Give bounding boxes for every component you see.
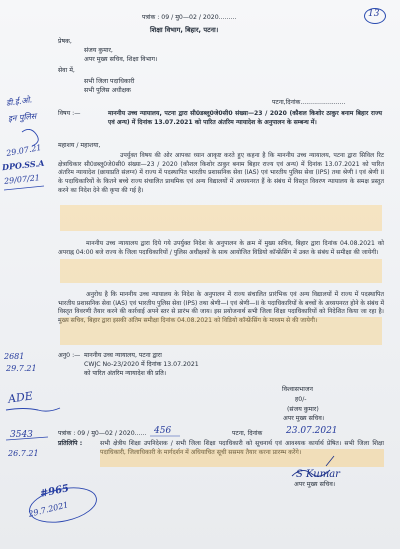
margin-note-3: 29.07.21 xyxy=(5,142,43,159)
copy-date-handwritten: 23.07.2021 xyxy=(286,426,338,436)
department-header: शिक्षा विभाग, बिहार, पटना। xyxy=(150,26,219,34)
enclosure-label: अनु0 :— xyxy=(58,352,81,359)
enclosure-line-1: माननीय उच्च न्यायालय, पटना द्वारा xyxy=(84,352,162,359)
copy-label: प्रतिलिपि : xyxy=(58,440,83,447)
copy-letter-number: पत्रांक : 09 / मु0—02 / 2020...... xyxy=(58,430,147,437)
enclosure-line-3: को पारित अंतरिम न्यायादेश की प्रति। xyxy=(84,370,167,377)
margin-note-12: 29.7.2021 xyxy=(27,500,70,519)
copy-place-date: पटना, दिनांक xyxy=(232,430,263,437)
page-number: 13 xyxy=(368,9,380,19)
margin-note-1: डी.ई.ओ. xyxy=(5,95,33,108)
closing-faithfully: विश्वासभाजन xyxy=(282,386,313,393)
salutation: महाशय / महाशया, xyxy=(58,142,101,149)
closing-designation: अपर मुख्य सचिव। xyxy=(283,415,325,422)
closing-signature-mark: ह0/- xyxy=(295,396,307,403)
copy-signature: S Kumar xyxy=(296,469,340,480)
place-date: पटना,दिनांक....................... xyxy=(272,99,346,106)
margin-note-6: 2681 xyxy=(4,352,25,361)
copy-designation: अपर मुख्य सचिव। xyxy=(294,481,336,488)
recipient-line-2: सभी पुलिस अधीक्षक xyxy=(84,87,131,94)
paragraph-2-text: माननीय उच्च न्यायालय द्वारा दिये गये उपर्युक्त निदेश के अनुपालन के क्रम में मुख्य सचिव, बिहार द्वारा दिनांक 04.08.2021 को अपराह्न 04:00 बजे राज्य के जिला पदाधिकारियों / पुलिस अधीक्षकों के साथ आयोजित विडियो कॉन्फ्रेंसिंग में उक्त के संबंध में समीक्षा की जायेगी। xyxy=(58,240,384,256)
paragraph-1-text: उपर्युक्त विषय की ओर आपका ध्यान आकृष्ट करते हुए कहना है कि माननीय उच्च न्यायालय, पटना द्वारा सिविल रिट क्षेत्राधिकार सी0डब्लू0जे0सी0 संख्या—23 / 2020 (कौशल किशोर ठाकुर बनाम बिहार राज्य एवं अन्य) में दिनांक 13.07.2021 को पारित अंतरिम न्यायादेश (छायाप्रति संलग्न) में राज्य में पदस्थापित भारतीय प्रशासनिक सेवा (IAS) एवं भारतीय पुलिस सेवा (IPS) तथा श्रेणी I एवं श्रेणी II के पदाधिकारियों के कितने बच्चे राज्य संचालित प्राथमिक एवं अन्य विद्यालयों में अध्ययनरत हैं के संबंध में विस्तृत विवरण न्यायालय के समक्ष प्रस्तुत करने का निदेश देने की कृपा की गई है। xyxy=(58,152,384,194)
subject-text: माननीय उच्च न्यायालय, पटना द्वारा सी0डब्लू0जे0सी0 संख्या—23 / 2020 (कौशल किशोर ठाकुर बनाम बिहार राज्य एवं अन्य) में दिनांक 13.07.2021 को पारित अंतरिम न्यायादेश के अनुपालन के सम्बन्ध में। xyxy=(108,110,382,126)
recipient-label: सेवा में, xyxy=(58,67,75,74)
margin-note-7: 29.7.21 xyxy=(6,364,37,373)
sender-label: प्रेषक, xyxy=(58,38,72,45)
margin-note-5: 29/07/21 xyxy=(3,173,41,186)
margin-note-10: 26.7.21 xyxy=(8,449,39,458)
enclosure-line-2: CWJC No-23/2020 में दिनांक 13.07.2021 xyxy=(84,361,199,368)
sender-designation: अपर मुख्य सचिव, शिक्षा विभाग। xyxy=(84,56,158,63)
sender-name: संजय कुमार, xyxy=(84,47,113,54)
closing-name: (संजय कुमार) xyxy=(287,406,319,413)
recipient-line-1: सभी जिला पदाधिकारी xyxy=(84,78,135,85)
margin-note-4: DPO.SS.A xyxy=(1,157,45,173)
margin-note-2: इन पुलिस xyxy=(7,111,37,124)
margin-note-8: ADE xyxy=(7,389,34,406)
paragraph-3-text: अनुरोध है कि माननीय उच्च न्यायालय के निदेश के अनुपालन में राज्य संचालित प्रारंभिक एवं अन्य विद्यालयों में राज्य में पदस्थापित भारतीय प्रशासनिक सेवा (IAS) एवं भारतीय पुलिस सेवा (IPS) तथा श्रेणी—I एवं श्रेणी—II के पदाधिकारियों के बच्चों के अध्ययनरत होने के संबंध में विस्तृत विवरणी तैयार करने की कार्रवाई अपने स्तर से प्रारंभ की जाय। इस प्रयोजनार्थ सभी जिला शिक्षा पदाधिकारियों को निदेशित किया जा रहा है। मुख्य सचिव, बिहार द्वारा इसकी अंतिम समीक्षा दिनांक 04.08.2021 को विडियो कॉन्फ्रेंसिंग के माध्यम से की जायेगी। xyxy=(58,291,384,325)
letter-number: पत्रांक : 09 / मु0—02 / 2020......... xyxy=(142,14,237,21)
subject-label: विषय :— xyxy=(58,110,81,117)
copy-text: सभी क्षेत्रीय शिक्षा उपनिदेशक / सभी जिला शिक्षा पदाधिकारी को सूचनार्थ एवं आवश्यक कार्यार्थ प्रेषित। सभी जिला शिक्षा पदाधिकारी, जिलाधिकारी के मार्गदर्शन में अधियाचित सूची ससमय तैयार करना प्रारम्भ करेंगे। xyxy=(100,440,384,456)
copy-number-handwritten: 456 xyxy=(154,426,172,436)
margin-note-9: 3543 xyxy=(10,430,33,440)
margin-note-11: #965 xyxy=(39,483,71,500)
